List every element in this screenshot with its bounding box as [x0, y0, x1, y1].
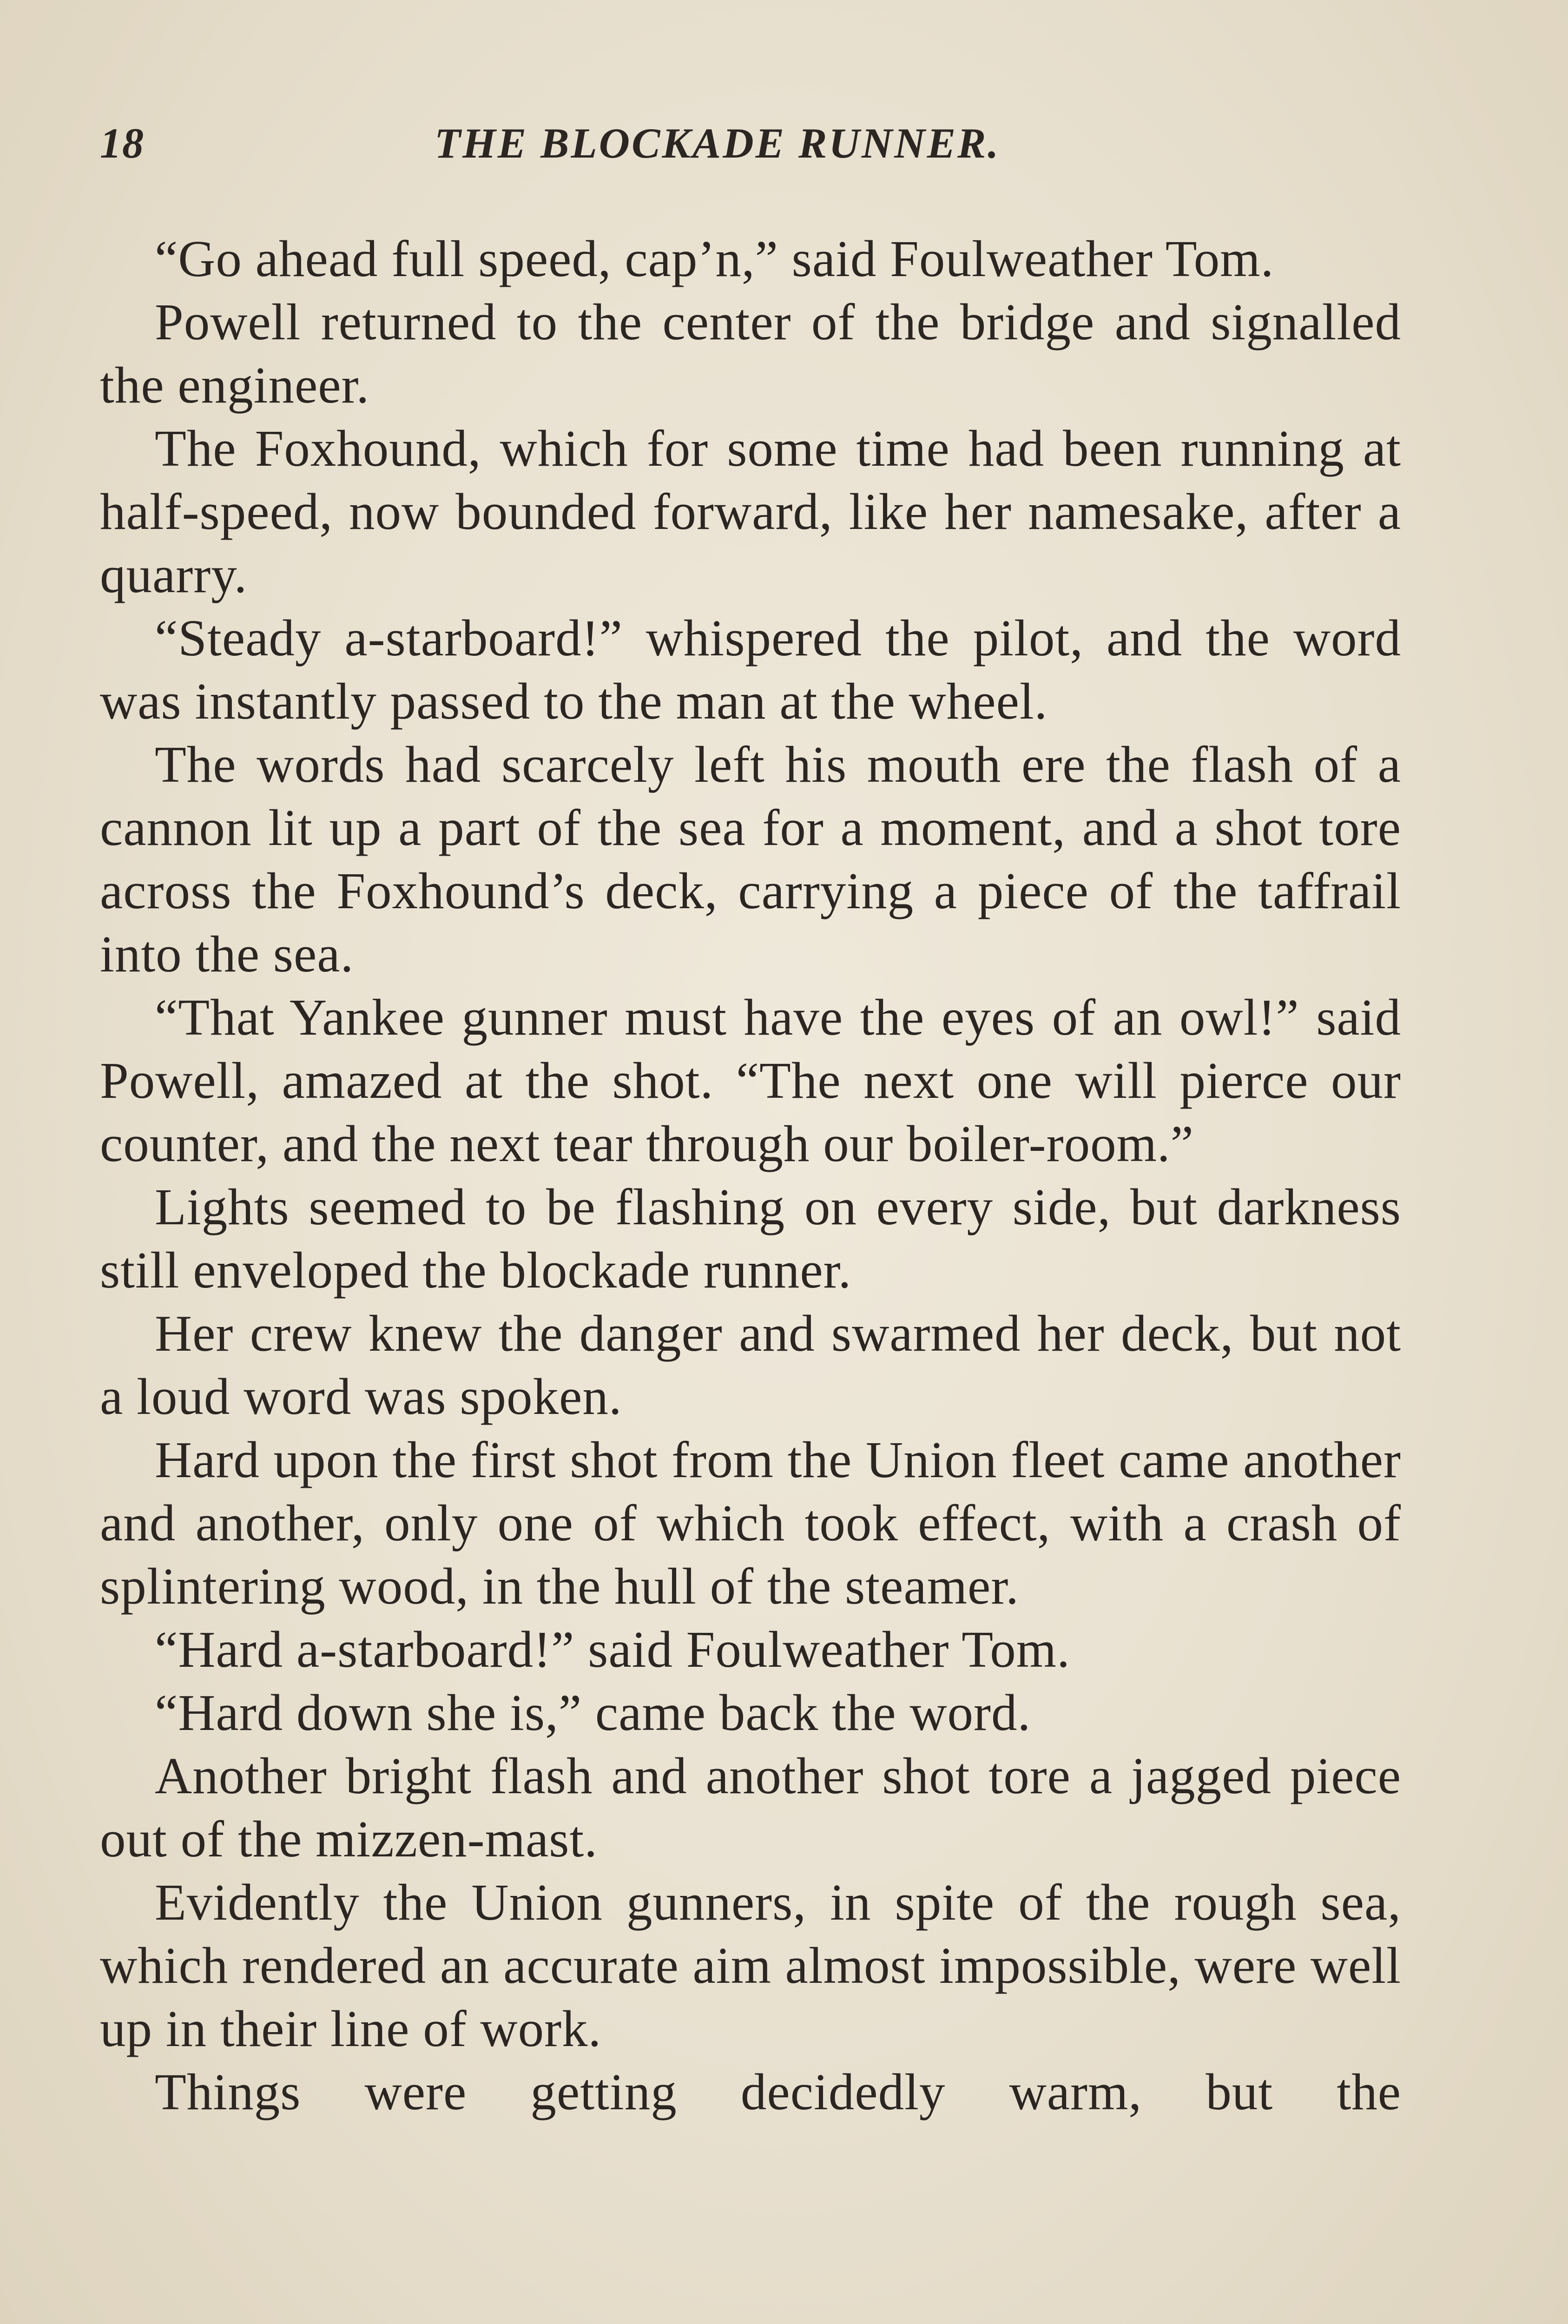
- body-text: [100, 228, 1401, 2124]
- paragraph: “Hard a-starboard!” said Foulweather Tom.: [155, 1621, 1070, 1678]
- paragraph: “That Yankee gunner must have the eyes of an owl!” said Powell, amazed at the shot. “The next one will pierce our counter, and the next tear through our boiler-room.”: [100, 989, 1401, 1173]
- paragraph: The Foxhound, which for some time had been running at half-speed, now bounded forward, like her namesake, after a quarry.: [100, 420, 1401, 604]
- paragraph: “Hard down she is,” came back the word.: [155, 1684, 1031, 1742]
- paragraph: Evidently the Union gunners, in spite of the rough sea, which rendered an accurate aim almost impossible, were well up in their line of work.: [100, 1874, 1401, 2058]
- paragraph: “Go ahead full speed, cap’n,” said Foulweather Tom.: [155, 231, 1274, 288]
- paragraph: The words had scarcely left his mouth ere the flash of a cannon lit up a part of the sea for a moment, and a shot tore across the Foxhound’s deck, carrying a piece of the taffrail into the sea.: [100, 736, 1401, 983]
- page-number: 18: [100, 119, 145, 167]
- paragraph: Powell returned to the center of the bridge and signalled the engineer.: [100, 294, 1401, 414]
- paragraph: Lights seemed to be flashing on every side, but darkness still enveloped the blockade runner.: [100, 1179, 1401, 1299]
- paragraph: Her crew knew the danger and swarmed her deck, but not a loud word was spoken.: [100, 1305, 1401, 1426]
- paragraph: Hard upon the first shot from the Union fleet came another and another, only one of which took effect, with a crash of splintering wood, in the hull of the steamer.: [100, 1432, 1401, 1615]
- paragraph: Another bright flash and another shot tore a jagged piece out of the mizzen-mast.: [100, 1748, 1401, 1868]
- running-head: [100, 119, 1410, 184]
- book-title: THE BLOCKADE RUNNER.: [435, 119, 1001, 167]
- paragraph: “Steady a-starboard!” whispered the pilot, and the word was instantly passed to the man at the wheel.: [100, 610, 1401, 730]
- paragraph-continued: Things were getting decidedly warm, but the: [155, 2064, 1401, 2121]
